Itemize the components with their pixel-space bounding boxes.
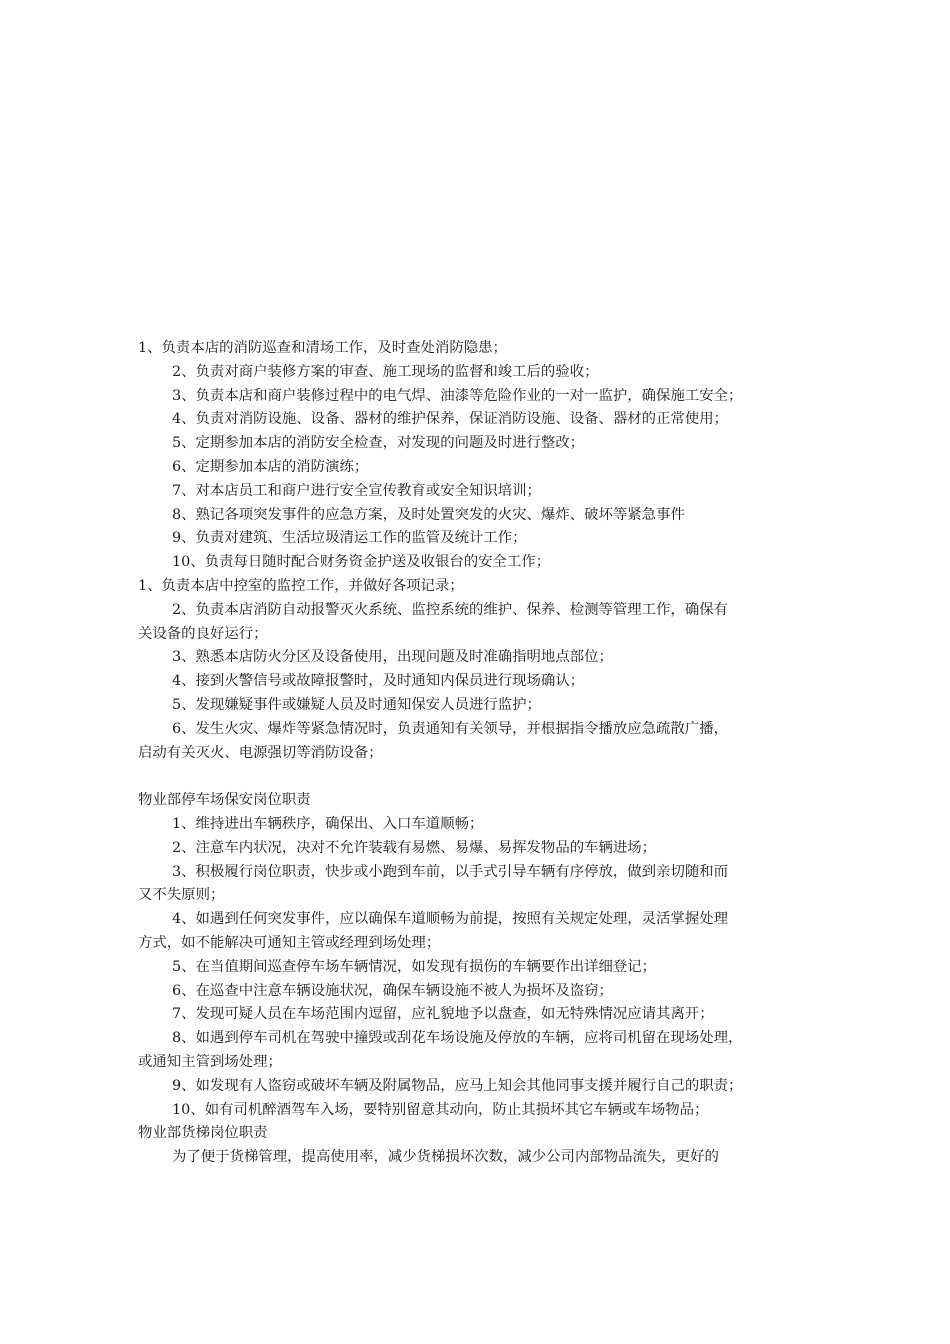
text-line: 9、负责对建筑、生活垃圾清运工作的监管及统计工作； [172, 530, 527, 547]
text-line: 又不失原则； [138, 887, 225, 904]
text-line: 启动有关灭火、电源强切等消防设备； [138, 744, 383, 761]
text-line: 8、如遇到停车司机在驾驶中撞毁或刮花车场设施及停放的车辆，应将司机留在现场处理， [172, 1030, 743, 1047]
text-line: 2、注意车内状况，决对不允许装载有易燃、易爆、易挥发物品的车辆进场； [172, 839, 657, 856]
text-line: 4、负责对消防设施、设备、器材的维护保养，保证消防设施、设备、器材的正常使用； [172, 411, 729, 428]
text-line: 7、对本店员工和商户进行安全宣传教育或安全知识培训； [172, 482, 541, 499]
text-line: 3、熟悉本店防火分区及设备使用，出现问题及时准确指明地点部位； [172, 649, 613, 666]
text-line: 3、负责本店和商户装修过程中的电气焊、油漆等危险作业的一对一监护，确保施工安全； [172, 387, 743, 404]
text-line: 方式，如不能解决可通知主管或经理到场处理； [138, 934, 441, 951]
text-line: 物业部停车场保安岗位职责 [138, 792, 311, 809]
text-line: 7、发现可疑人员在车场范围内逗留，应礼貌地予以盘查，如无特殊情况应请其离开； [172, 1006, 714, 1023]
text-line: 3、积极履行岗位职责，快步或小跑到车前，以手式引导车辆有序停放，做到亲切随和而 [172, 863, 729, 880]
text-line: 物业部货梯岗位职责 [138, 1125, 268, 1142]
text-line: 5、发现嫌疑事件或嫌疑人员及时通知保安人员进行监护； [172, 696, 541, 713]
blank-line [138, 765, 814, 789]
text-line: 1、维持进出车辆秩序，确保出、入口车道顺畅； [172, 815, 484, 832]
text-line: 4、如遇到任何突发事件，应以确保车道顺畅为前提，按照有关规定处理，灵活掌握处理 [172, 911, 729, 928]
document-body [138, 337, 814, 1170]
text-line: 6、发生火灾、爆炸等紧急情况时，负责通知有关领导，并根据指令播放应急疏散广播， [172, 720, 729, 737]
text-line: 10、如有司机醉酒驾车入场，要特别留意其动向，防止其损坏其它车辆或车场物品； [172, 1101, 709, 1118]
text-line: 关设备的良好运行； [138, 625, 268, 642]
text-line: 6、定期参加本店的消防演练； [172, 458, 369, 475]
text-line: 5、定期参加本店的消防安全检查，对发现的问题及时进行整改； [172, 435, 585, 452]
text-line: 10、负责每日随时配合财务资金护送及收银台的安全工作； [172, 554, 551, 571]
text-line: 1、负责本店中控室的监控工作，并做好各项记录； [138, 577, 464, 594]
text-line: 2、负责对商户装修方案的审查、施工现场的监督和竣工后的验收； [172, 363, 599, 380]
text-line: 2、负责本店消防自动报警灭火系统、监控系统的维护、保养、检测等管理工作，确保有 [172, 601, 729, 618]
text-line: 4、接到火警信号或故障报警时，及时通知内保员进行现场确认； [172, 673, 585, 690]
text-line: 或通知主管到场处理； [138, 1053, 282, 1070]
text-line: 5、在当值期间巡查停车场车辆情况，如发现有损伤的车辆要作出详细登记； [172, 958, 657, 975]
text-line: 6、在巡查中注意车辆设施状况，确保车辆设施不被人为损坏及盗窃； [172, 982, 613, 999]
text-line: 为了便于货梯管理，提高使用率，减少货梯损坏次数，减少公司内部物品流失，更好的 [172, 1149, 719, 1166]
text-line: 9、如发现有人盗窃或破坏车辆及附属物品，应马上知会其他同事支援并履行自己的职责； [172, 1077, 743, 1094]
text-line: 8、熟记各项突发事件的应急方案，及时处置突发的火灾、爆炸、破坏等紧急事件 [172, 506, 685, 523]
text-line: 1、负责本店的消防巡查和清场工作，及时查处消防隐患； [138, 340, 507, 356]
